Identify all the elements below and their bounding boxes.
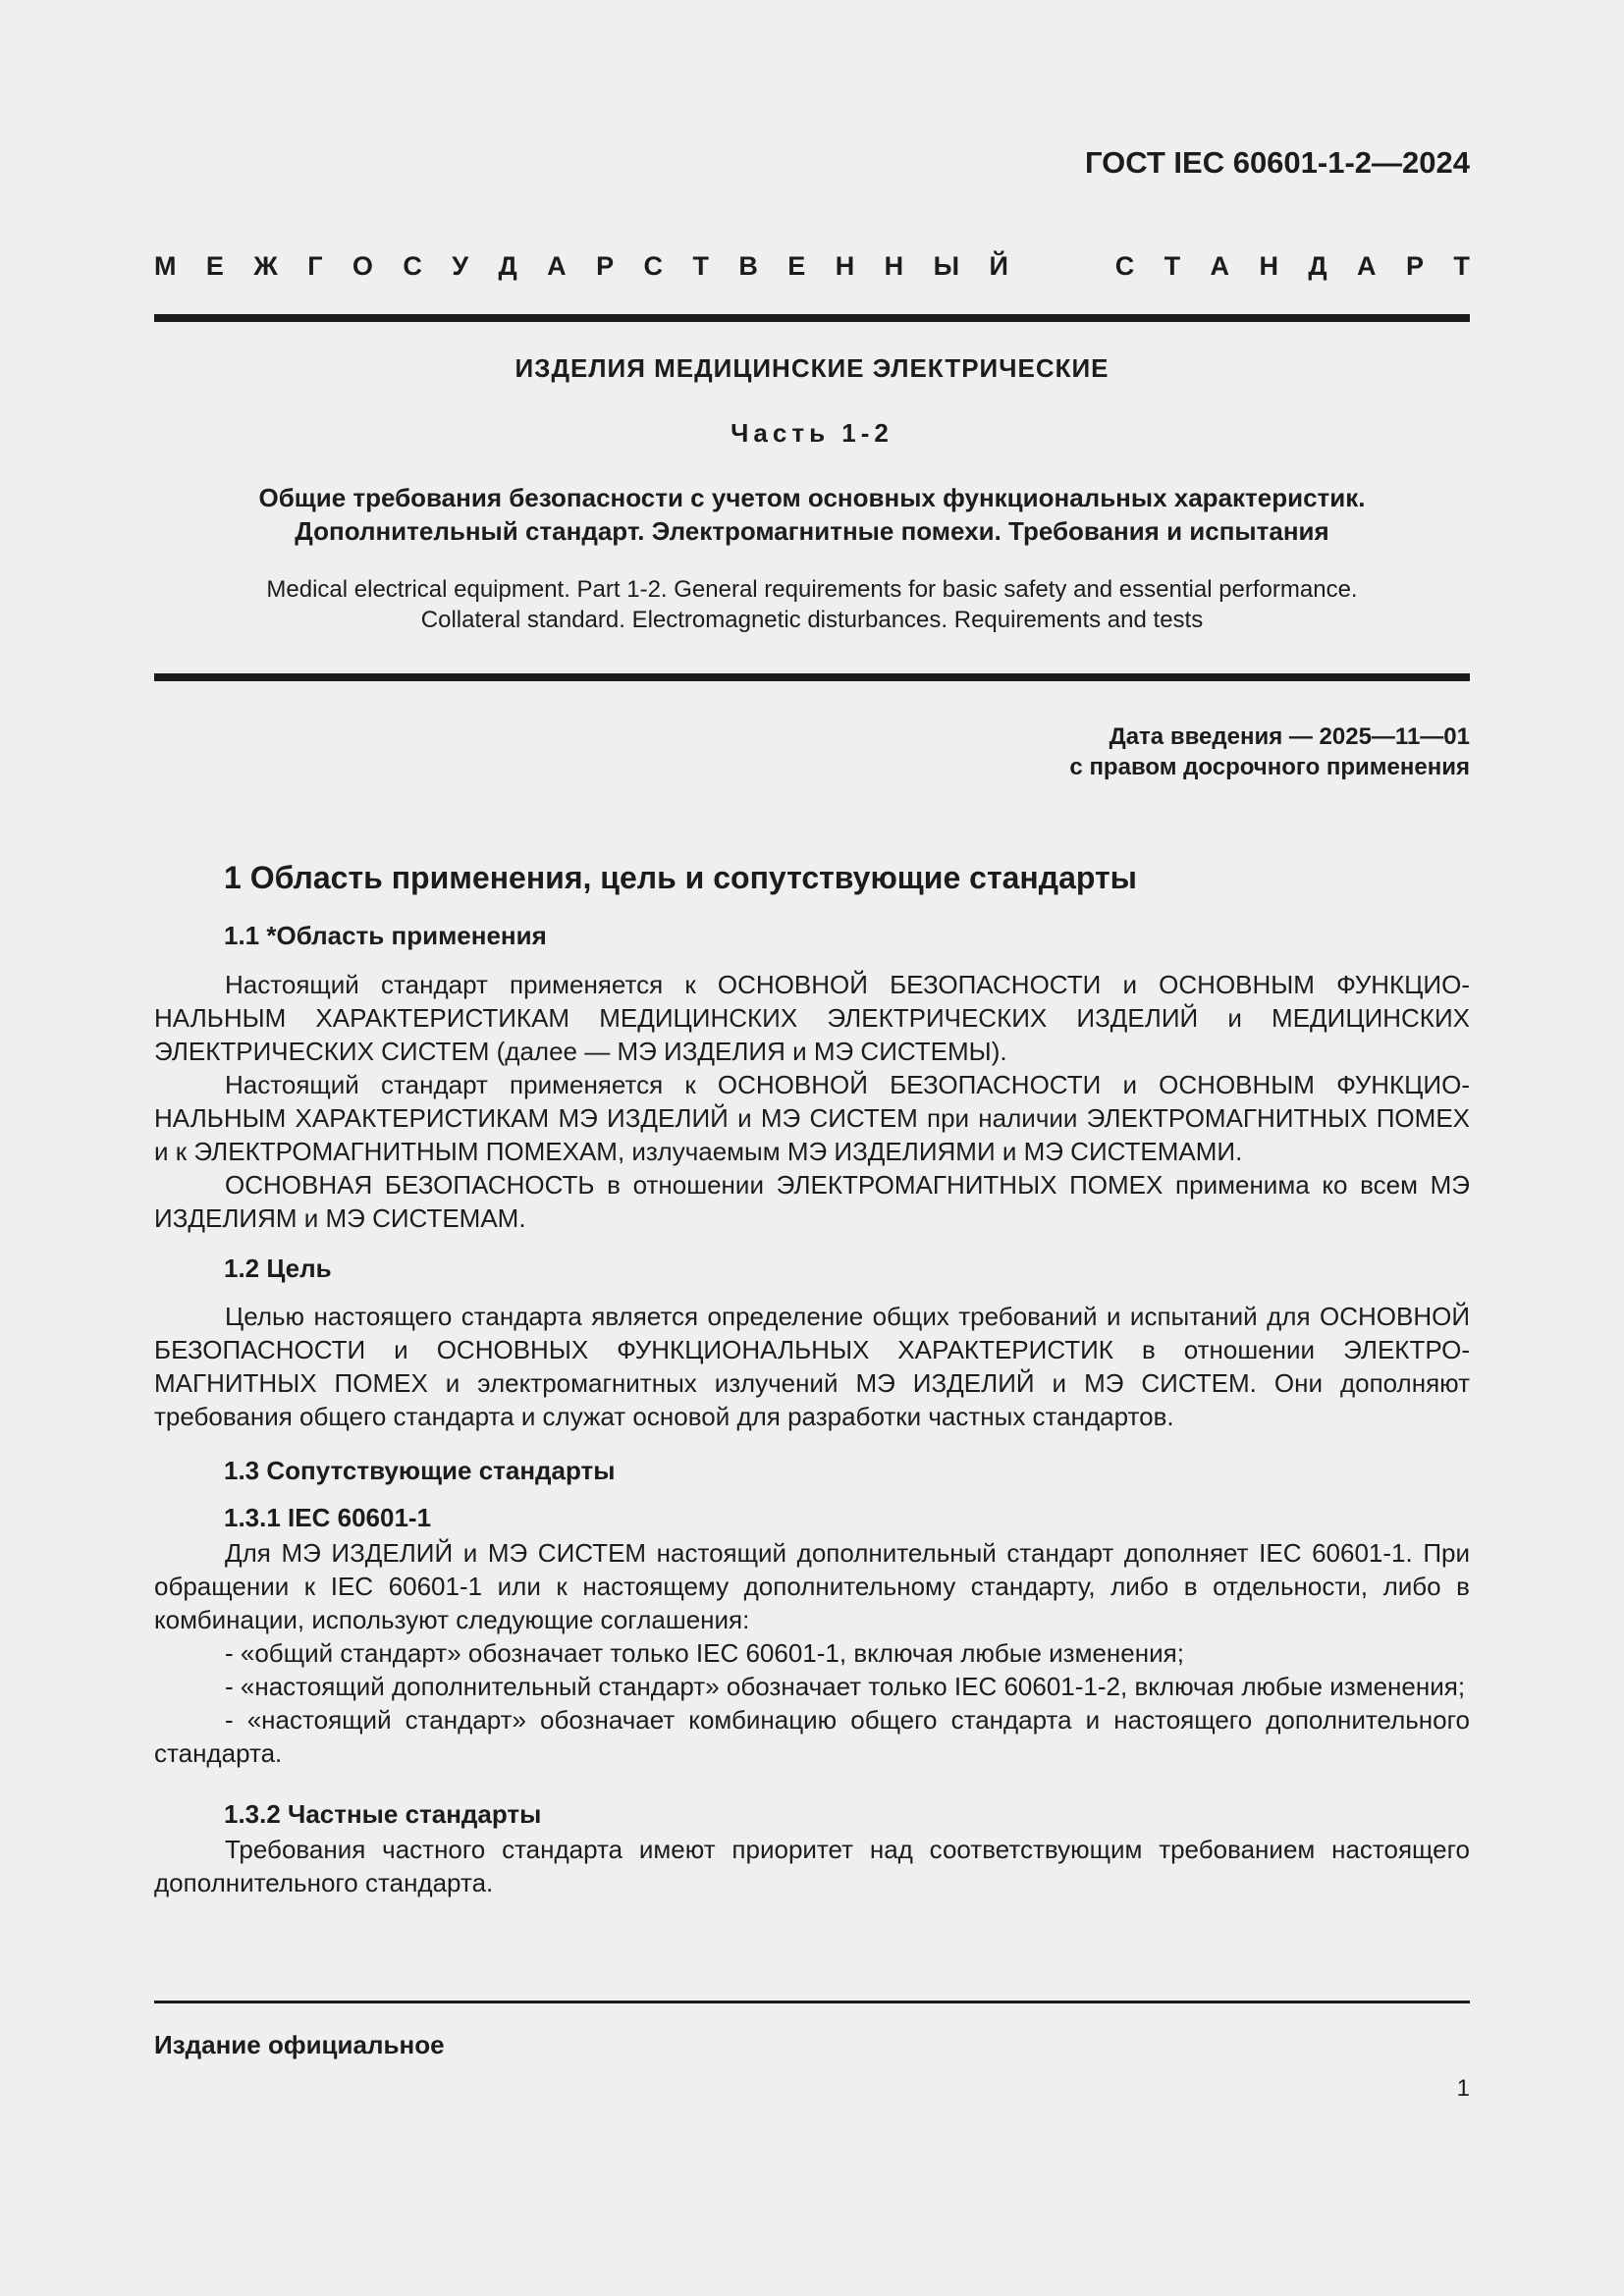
official-edition: Издание официальное [154, 2030, 445, 2059]
letter: Н [884, 251, 904, 281]
subsection-heading: 1.3.1 IEC 60601-1 [224, 1503, 432, 1532]
subsection-heading: 1.2 Цель [224, 1254, 332, 1283]
subsection-heading: 1.3.2 Частные стандарты [224, 1799, 542, 1829]
letter: Н [835, 251, 855, 281]
purpose-text [154, 1300, 1470, 1433]
subsection-heading: 1.3 Сопутствующие стандарты [224, 1456, 616, 1485]
title-part: Часть 1-2 [731, 418, 893, 448]
section-heading: 1 Область применения, цель и сопутствующие стандарты [224, 860, 1137, 895]
letter: Ж [253, 251, 278, 281]
title-russian-line: Дополнительный стандарт. Электромагнитные помехи. Требования и испытания [295, 516, 1329, 546]
letter: Н [1259, 251, 1278, 281]
intergovernmental-standard-label [154, 251, 1470, 282]
intro-date-line: Дата введения — 2025—11—01 [1109, 723, 1470, 750]
letter: А [1210, 251, 1230, 281]
particular-standards-text [154, 1833, 1470, 1899]
letter: Й [989, 251, 1008, 281]
paragraph: Целью настоящего стандарта является определение общих требований и испытаний для ОСНОВНОЙ БЕЗОПАСНОСТИ и ОСНОВНЫХ ФУНКЦИОНАЛЬНЫХ ХАРАКТЕРИСТИК в отношении ЭЛЕКТРОМАГНИТНЫХ ПОМЕХ и электромагнитных излучений МЭ ИЗДЕЛИЙ и МЭ СИСТЕМ. Они дополняют требования общего стандарта и служат основой для разработки частных стандартов. [154, 1302, 1470, 1431]
list-item: - «настоящий стандарт» обозначает комбинацию общего стандарта и настоящего дополнительного стандарта. [154, 1705, 1470, 1768]
letter: О [352, 251, 373, 281]
letter: У [452, 251, 469, 281]
letter: Т [692, 251, 709, 281]
letter: А [547, 251, 567, 281]
letter: В [738, 251, 758, 281]
title-divider [154, 673, 1470, 681]
letter: Д [498, 251, 517, 281]
letter: Р [1405, 251, 1424, 281]
title-english [154, 574, 1470, 635]
letter: М [154, 251, 177, 281]
paragraph: Требования частного стандарта имеют приоритет над соответствующим требованием настоящего дополнительного стандарта. [154, 1835, 1470, 1897]
scope-text [154, 968, 1470, 1235]
subsection-heading: 1.1 *Область применения [224, 921, 547, 950]
title-main: ИЗДЕЛИЯ МЕДИЦИНСКИЕ ЭЛЕКТРИЧЕСКИЕ [514, 353, 1110, 383]
letter: С [403, 251, 422, 281]
title-english-line: Medical electrical equipment. Part 1-2. General requirements for basic safety and essential performance. [266, 576, 1358, 603]
title-russian [154, 481, 1470, 548]
letter: Р [596, 251, 615, 281]
letter: Т [1164, 251, 1181, 281]
standard-number: ГОСТ IEC 60601-1-2—2024 [1084, 145, 1470, 180]
paragraph: Настоящий стандарт применяется к ОСНОВНОЙ БЕЗОПАСНОСТИ и ОСНОВНЫМ ФУНКЦИОНАЛЬНЫМ ХАРАКТЕРИСТИКАМ МЕДИЦИНСКИХ ЭЛЕКТРИЧЕСКИХ ИЗДЕЛИЙ и МЕДИЦИНСКИХ ЭЛЕКТРИЧЕСКИХ СИСТЕМ (далее — МЭ ИЗДЕЛИЯ и МЭ СИСТЕМЫ). [154, 970, 1470, 1066]
list-item: - «общий стандарт» обозначает только IEC 60601-1, включая любые изменения; [225, 1638, 1184, 1668]
title-english-line: Collateral standard. Electromagnetic disturbances. Requirements and tests [420, 607, 1204, 633]
letter: А [1357, 251, 1377, 281]
title-russian-line: Общие требования безопасности с учетом основных функциональных характеристик. [258, 483, 1366, 512]
top-divider [154, 314, 1470, 322]
introduction-date [1069, 721, 1470, 782]
letter: С [643, 251, 664, 281]
letter: Ы [933, 251, 960, 281]
letter: С [1114, 251, 1135, 281]
paragraph: Настоящий стандарт применяется к ОСНОВНОЙ БЕЗОПАСНОСТИ и ОСНОВНЫМ ФУНКЦИОНАЛЬНЫМ ХАРАКТЕРИСТИКАМ МЭ ИЗДЕЛИЙ и МЭ СИСТЕМ при наличии ЭЛЕКТРОМАГНИТНЫХ ПОМЕХ и к ЭЛЕКТРОМАГНИТНЫМ ПОМЕХАМ, излучаемым МЭ ИЗДЕЛИЯМИ и МЭ СИСТЕМАМИ. [154, 1070, 1470, 1166]
paragraph: Для МЭ ИЗДЕЛИЙ и МЭ СИСТЕМ настоящий дополнительный стандарт дополняет IEC 60601-1. При обращении к IEC 60601-1 или к настоящему дополнительному стандарту, либо в отдельности, либо в комбинации, используют следующие соглашения: [154, 1538, 1470, 1634]
letter: Г [307, 251, 323, 281]
iec-60601-1-text [154, 1536, 1470, 1770]
page-number: 1 [1456, 2075, 1470, 2102]
letter: Е [787, 251, 806, 281]
list-item: - «настоящий дополнительный стандарт» обозначает только IEC 60601-1-2, включая любые изменения; [225, 1672, 1466, 1701]
letter: Д [1308, 251, 1327, 281]
word-gap [1038, 251, 1085, 282]
footer-divider [154, 2001, 1470, 2003]
early-application-line: с правом досрочного применения [1069, 754, 1470, 780]
paragraph: ОСНОВНАЯ БЕЗОПАСНОСТЬ в отношении ЭЛЕКТРОМАГНИТНЫХ ПОМЕХ применима ко всем МЭ ИЗДЕЛИЯМ и МЭ СИСТЕМАМ. [154, 1170, 1470, 1233]
letter: Т [1453, 251, 1470, 281]
letter: Е [205, 251, 224, 281]
